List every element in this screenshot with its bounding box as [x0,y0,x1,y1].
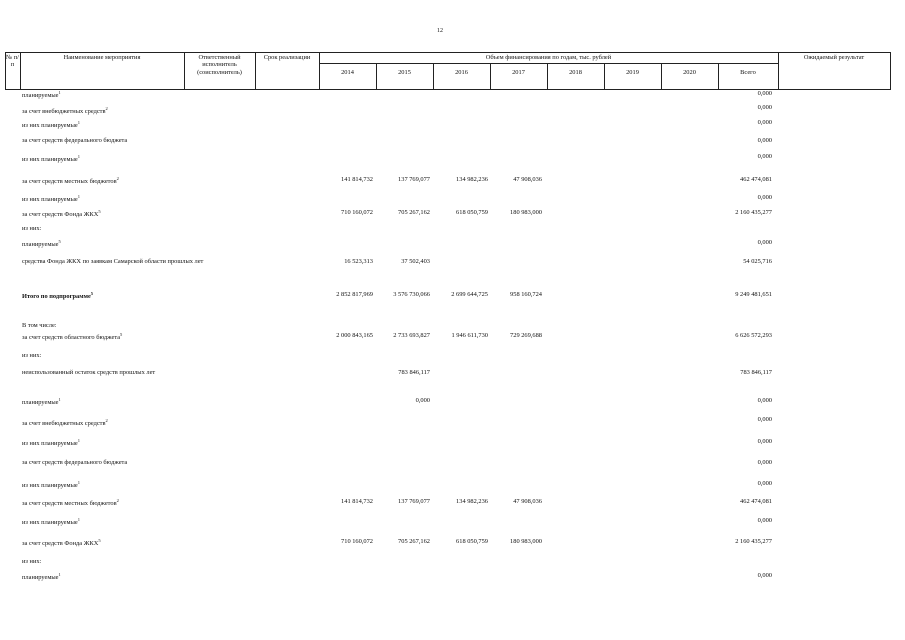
row-label [22,498,119,507]
row-label-text: планируемые [22,574,59,582]
row-label [22,369,182,377]
row-label [22,459,127,466]
cell-v2017: 180 983,000 [510,209,542,216]
row-label-text: за счет внебюджетных средств [22,420,106,428]
footnote-mark: 5 [90,291,94,296]
row-label-text: из них планируемые [22,156,78,164]
table-row [0,438,905,450]
header-executor: Ответственный исполнитель (соисполнитель) [197,54,242,76]
table-row [0,369,905,381]
cell-total: 783 846,117 [740,369,772,376]
cell-v2016: 134 982,236 [456,176,488,183]
footnote-mark: 2 [116,176,119,181]
row-label-text: из них: [22,558,42,565]
header-year-2017: 2017 [512,69,525,76]
cell-total: 0,000 [757,416,772,423]
cell-v2015: 0,000 [415,397,430,404]
footnote-mark: 1 [58,90,61,95]
cell-total: 0,000 [757,239,772,246]
header-col-line [547,63,548,90]
header-period: Срок реализации [263,54,311,61]
cell-total: 462 474,081 [740,498,772,505]
header-name: Наименование мероприятия [63,54,141,61]
cell-v2016: 2 699 644,725 [451,291,488,298]
row-label [22,332,122,341]
cell-v2016: 618 050,759 [456,538,488,545]
row-label [22,291,93,300]
row-label [22,176,119,185]
row-label [22,90,61,99]
row-label-text: за счет средств местных бюджетов [22,178,117,186]
row-label [22,322,57,329]
row-label-text: из них планируемые [22,196,78,204]
table-row [0,90,905,102]
row-label [22,154,80,163]
header-year-2016: 2016 [455,69,468,76]
cell-v2017: 729 269,688 [510,332,542,339]
cell-total: 2 160 435,277 [735,538,772,545]
row-label-text: из них планируемые [22,440,78,448]
row-label [22,418,108,427]
header-total: Всего [740,69,756,76]
row-label-text: за счет средств Фонда ЖКХ [22,211,99,219]
header-year-2014: 2014 [341,69,354,76]
cell-v2017: 180 983,000 [510,538,542,545]
row-label [22,120,80,129]
row-label-text: за счет средств федерального бюджета [22,137,128,144]
cell-v2014: 141 814,732 [341,498,373,505]
table-row [0,572,905,584]
footnote-mark: 1 [77,480,80,485]
footnote-mark: 1 [77,194,80,199]
cell-total: 0,000 [757,480,772,487]
cell-v2017: 47 908,036 [513,176,542,183]
table-row [0,120,905,132]
footnote-mark: 1 [77,438,80,443]
header-year-2018: 2018 [569,69,582,76]
header-col-line [376,63,377,90]
row-label-text: за счет внебюджетных средств [22,108,106,116]
row-label [22,137,127,144]
header-col-line [490,63,491,90]
footnote-mark: 2 [105,418,108,423]
row-label-text: планируемые [22,92,59,100]
cell-v2014: 710 160,072 [341,209,373,216]
row-label [22,572,61,581]
row-label-text: из них: [22,225,42,232]
header-year-2015: 2015 [398,69,411,76]
row-label-text: планируемые [22,241,59,249]
table-row [0,225,905,237]
header-year-2020: 2020 [683,69,696,76]
cell-v2015: 705 267,162 [398,538,430,545]
header-years-divider [319,63,778,64]
cell-v2015: 3 576 730,066 [393,291,430,298]
table-row [0,517,905,529]
cell-v2014: 141 814,732 [341,176,373,183]
cell-total: 0,000 [757,438,772,445]
cell-v2017: 47 908,036 [513,498,542,505]
cell-total: 0,000 [757,194,772,201]
table-row [0,209,905,221]
cell-v2015: 137 769,077 [398,498,430,505]
cell-total: 0,000 [757,137,772,144]
cell-total: 0,000 [757,572,772,579]
row-label [22,558,41,565]
row-label [22,225,41,232]
table-row [0,137,905,149]
cell-total: 0,000 [757,90,772,97]
header-col-line [661,63,662,90]
cell-total: 54 025,716 [743,258,772,265]
footnote-mark: 2 [105,106,108,111]
cell-total: 6 626 572,293 [735,332,772,339]
footnote-mark: 1 [77,517,80,522]
row-label-text: из них планируемые [22,122,78,130]
row-label-text: средства Фонда ЖКХ по заявкам Самарской области прошлых лет [22,258,204,265]
header-result: Ожидаемый результат [803,54,865,61]
table-row [0,258,905,270]
footnote-mark: 1 [58,397,61,402]
header-col-line [890,52,891,90]
row-label-text: за счет средств местных бюджетов [22,500,117,508]
header-top-border [5,52,891,53]
row-label [22,352,41,359]
header-col-line [718,63,719,90]
table-row [0,538,905,550]
footnote-mark: 1 [58,572,61,577]
cell-total: 462 474,081 [740,176,772,183]
row-label-text: из них планируемые [22,482,78,490]
table-row [0,558,905,570]
table-row [0,498,905,510]
cell-v2015: 37 502,403 [401,258,430,265]
row-label [22,438,80,447]
footnote-mark: 5 [120,332,123,337]
cell-total: 0,000 [757,517,772,524]
table-row [0,291,905,303]
cell-v2014: 2 852 817,969 [336,291,373,298]
footnote-mark: 5 [98,209,101,214]
row-label [22,397,61,406]
table-row [0,194,905,206]
header-col-line [433,63,434,90]
header-financing: Объем финансирования по годам, тыс. рублей [485,54,612,61]
cell-total: 0,000 [757,104,772,111]
cell-v2015: 705 267,162 [398,209,430,216]
page-number: 12 [437,28,443,34]
cell-v2014: 16 523,313 [344,258,373,265]
row-label [22,517,80,526]
footnote-mark: 2 [116,498,119,503]
cell-v2016: 1 946 611,730 [451,332,488,339]
footnote-mark: 5 [98,538,101,543]
header-year-2019: 2019 [626,69,639,76]
row-label [22,239,61,248]
footnote-mark: 5 [58,239,61,244]
cell-v2015: 137 769,077 [398,176,430,183]
cell-total: 2 160 435,277 [735,209,772,216]
table-row [0,397,905,409]
row-label-text: В том числе: [22,322,57,329]
table-row [0,106,905,118]
cell-v2014: 710 160,072 [341,538,373,545]
cell-v2015: 2 733 693,827 [393,332,430,339]
table-row [0,418,905,430]
cell-total: 9 249 481,651 [735,291,772,298]
row-label-text: неиспользованный остаток средств прошлых лет [22,369,156,376]
row-label-text: планируемые [22,399,59,407]
row-label-text: за счет средств областного бюджета [22,334,121,342]
table-row [0,176,905,188]
cell-v2014: 2 000 843,165 [336,332,373,339]
cell-v2017: 958 160,724 [510,291,542,298]
table-header [5,52,891,90]
footnote-mark: 1 [77,154,80,159]
cell-v2015: 783 846,117 [398,369,430,376]
footnote-mark: 1 [77,120,80,125]
cell-total: 0,000 [757,119,772,126]
row-label-text: за счет средств Фонда ЖКХ [22,540,99,548]
row-label-text: из них: [22,352,42,359]
row-label-text: из них планируемые [22,519,78,527]
row-label [22,209,101,218]
table-row [0,459,905,471]
cell-total: 0,000 [757,459,772,466]
row-label [22,106,108,115]
table-row [0,480,905,492]
row-label [22,480,80,489]
table-row [0,332,905,344]
header-col-line [604,63,605,90]
row-label [22,538,101,547]
header-num: № п/п [6,54,19,69]
table-row [0,239,905,251]
table-row [0,154,905,166]
table-row [0,352,905,364]
cell-v2016: 618 050,759 [456,209,488,216]
cell-total: 0,000 [757,153,772,160]
cell-v2016: 134 982,236 [456,498,488,505]
row-label [22,258,204,266]
row-label-text: Итого по подпрограмме [22,293,91,301]
row-label [22,194,80,203]
row-label-text: за счет средств федерального бюджета [22,459,128,466]
cell-total: 0,000 [757,397,772,404]
